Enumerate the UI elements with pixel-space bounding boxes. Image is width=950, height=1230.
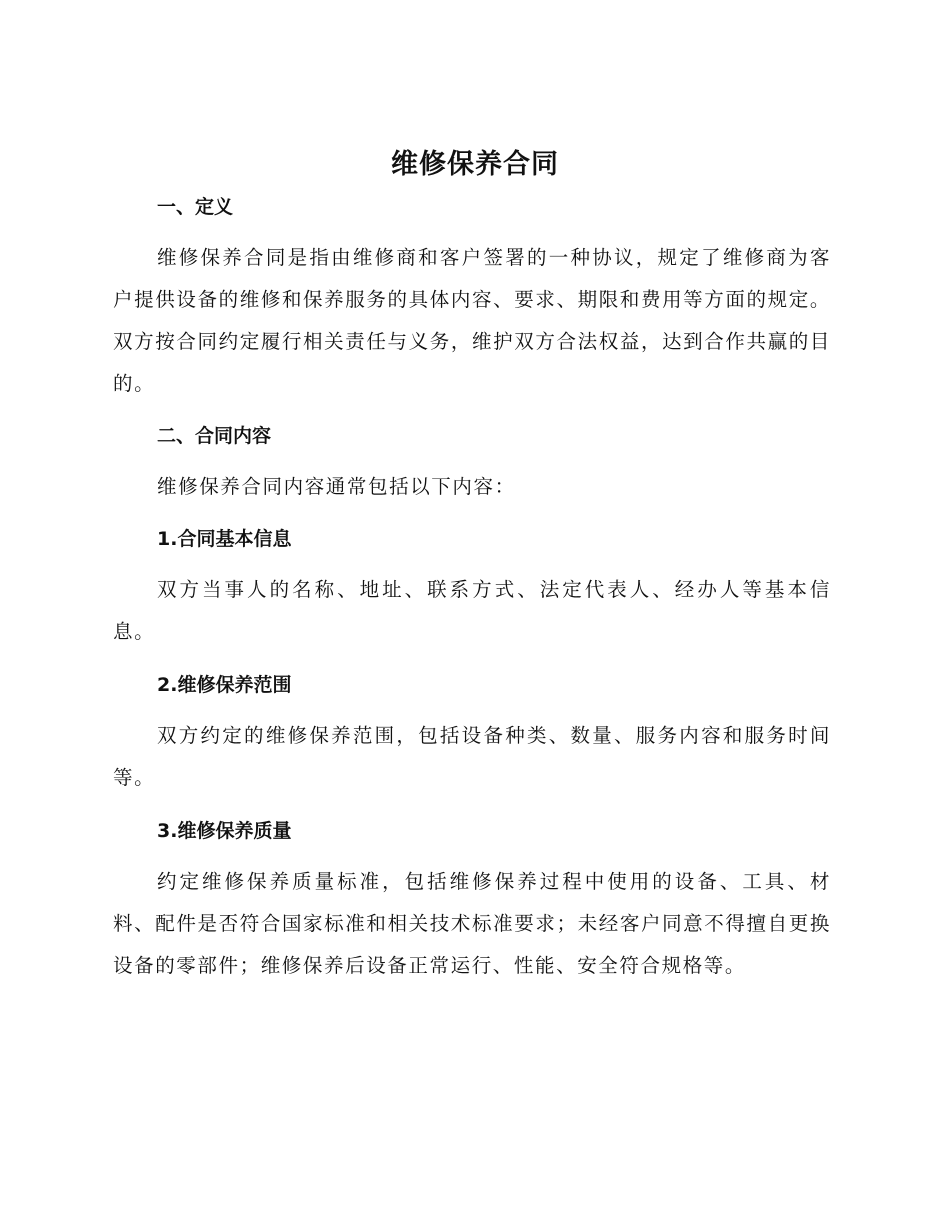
section-heading-basic-info: 1.合同基本信息 [157, 528, 292, 550]
paragraph-contract-content: 维修保养合同内容通常包括以下内容： [157, 475, 516, 498]
paragraph-definition: 维修保养合同是指由维修商和客户签署的一种协议，规定了维修商为客户提供设备的维修和保养服务的具体内容、要求、期限和费用等方面的规定。双方按合同约定履行相关责任与义务，维护双方合法权益，达到合作共赢的目的。 [113, 246, 831, 395]
section-heading-definition: 一、定义 [157, 196, 234, 218]
paragraph-quality: 约定维修保养质量标准，包括维修保养过程中使用的设备、工具、材料、配件是否符合国家标准和相关技术标准要求；未经客户同意不得擅自更换设备的零部件；维修保养后设备正常运行、性能、安全符合规格等。 [113, 870, 831, 977]
section-heading-contract-content: 二、合同内容 [157, 425, 272, 447]
paragraph-scope: 双方约定的维修保养范围，包括设备种类、数量、服务内容和服务时间等。 [113, 724, 831, 789]
section-heading-scope: 2.维修保养范围 [157, 674, 292, 696]
document-title: 维修保养合同 [391, 149, 559, 180]
section-heading-quality: 3.维修保养质量 [157, 820, 292, 842]
paragraph-basic-info: 双方当事人的名称、地址、联系方式、法定代表人、经办人等基本信息。 [113, 578, 831, 643]
